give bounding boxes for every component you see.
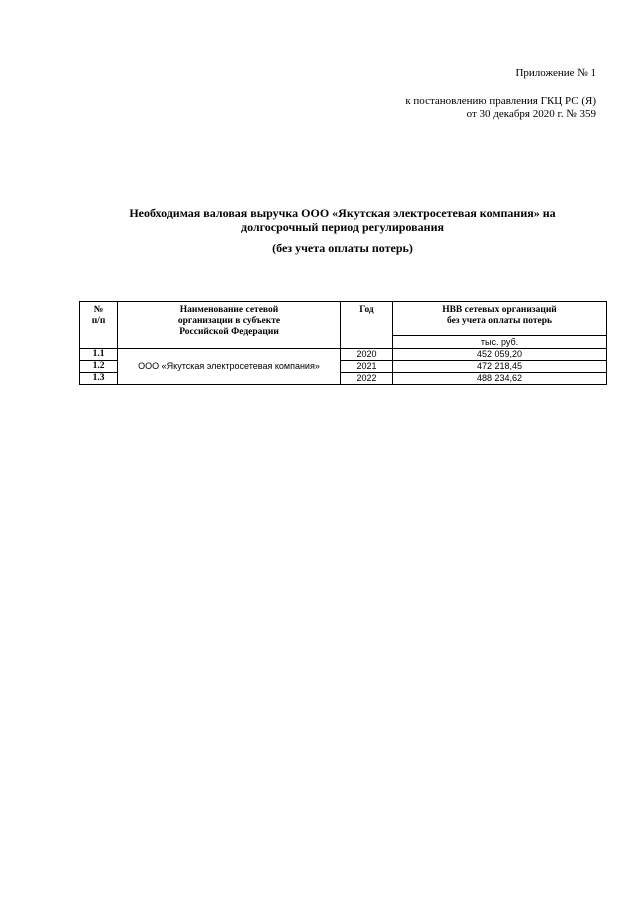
- row-value: 472 218,45: [393, 361, 607, 373]
- header-nvv-line-2: без учета оплаты потерь: [446, 316, 553, 326]
- row-num: 1.2: [80, 361, 118, 373]
- row-num: 1.3: [80, 373, 118, 385]
- header-num: [80, 302, 118, 349]
- header-nvv: [393, 302, 607, 336]
- header-name: [118, 302, 341, 349]
- header-year: Год: [341, 302, 393, 349]
- header-name-line-1: Наименование сетевой: [179, 305, 279, 315]
- header-name-line-3: Российской Федерации: [179, 327, 279, 337]
- document-subtitle: (без учета оплаты потерь): [272, 241, 413, 255]
- appendix-line-1: к постановлению правления ГКЦ РС (Я): [405, 95, 596, 107]
- header-nvv-line-1: НВВ сетевых организаций: [442, 305, 557, 315]
- document-title-line-1: Необходимая валовая выручка ООО «Якутская электросетевая компания» на: [129, 206, 556, 220]
- row-num: 1.1: [80, 349, 118, 361]
- header-unit: тыс. руб.: [393, 336, 607, 349]
- header-name-line-2: организации в субъекте: [177, 316, 281, 326]
- appendix-title: [515, 67, 596, 80]
- document-title: [60, 206, 625, 234]
- table-header-row: [80, 302, 607, 336]
- row-value: 488 234,62: [393, 373, 607, 385]
- appendix-line-2: от 30 декабря 2020 г. № 359: [466, 108, 596, 120]
- row-year: 2022: [341, 373, 393, 385]
- header-num-line-1: №: [93, 305, 104, 315]
- document-title-line-2: долгосрочный период регулирования: [241, 220, 444, 234]
- nvv-table: [79, 301, 607, 385]
- org-name-cell: ООО «Якутская электросетевая компания»: [118, 349, 341, 385]
- appendix-title-text: Приложение № 1: [515, 67, 596, 79]
- row-year: 2021: [341, 361, 393, 373]
- appendix-reference: [405, 95, 596, 121]
- row-value: 452 059,20: [393, 349, 607, 361]
- header-num-line-2: п/п: [91, 316, 106, 326]
- row-year: 2020: [341, 349, 393, 361]
- table-row: [80, 349, 607, 361]
